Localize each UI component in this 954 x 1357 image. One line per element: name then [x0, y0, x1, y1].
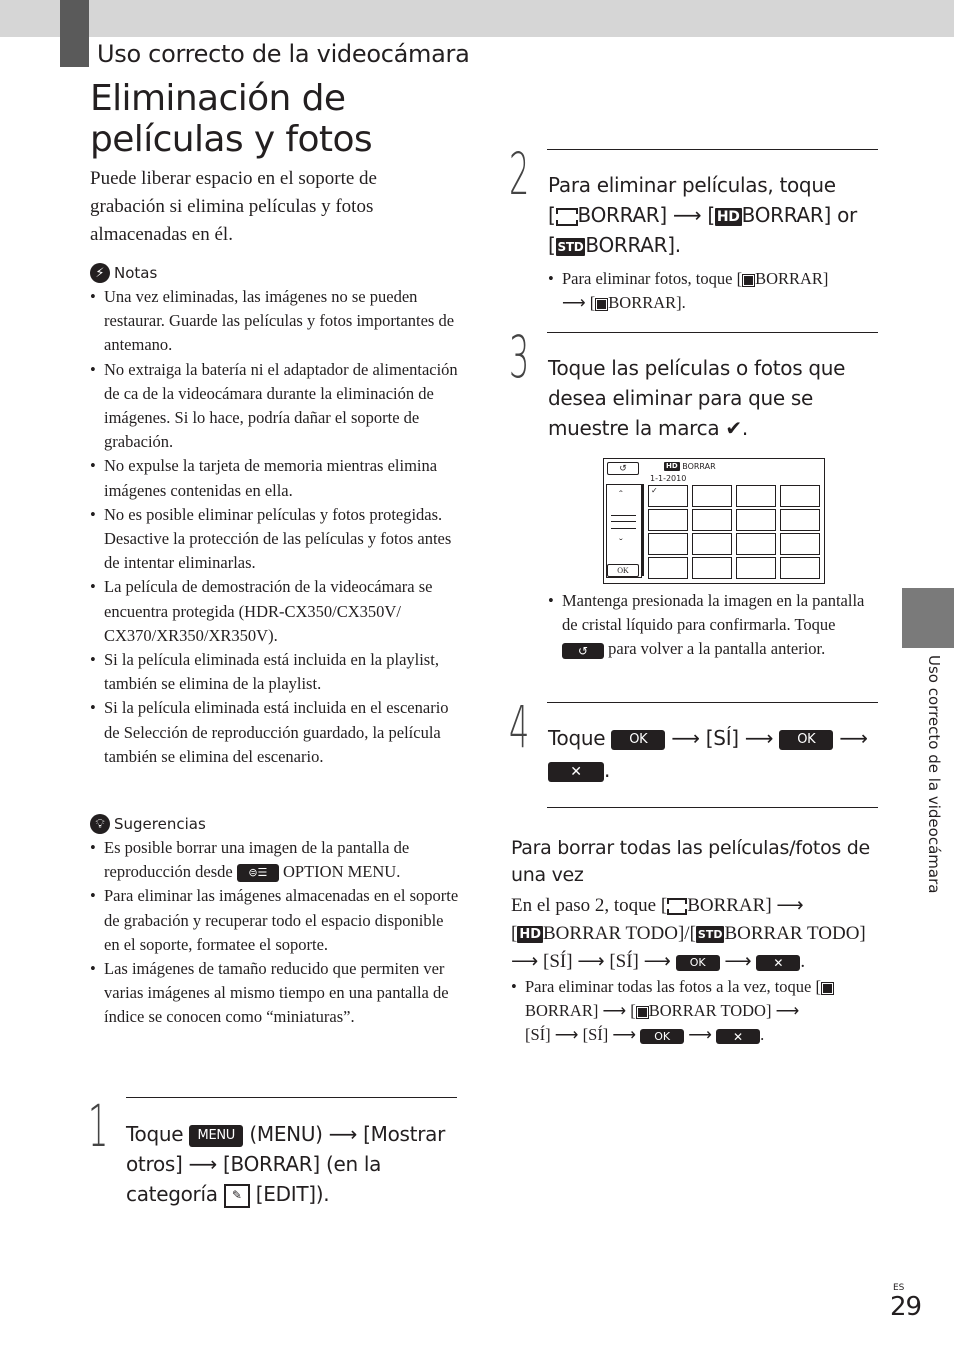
list-item: • Para eliminar todas las fotos a la vez, toque [BORRAR] ⟶ [ BORRAR TODO] ⟶ [SÍ] ⟶ [SÍ] ⟶ OK ⟶ ✕ . — [511, 975, 881, 1048]
step-3-sublist — [548, 589, 878, 662]
section-title: Uso correcto de la videocámara — [97, 40, 470, 68]
thumbnail-cell[interactable] — [780, 557, 820, 579]
hd-icon: HD — [716, 208, 740, 225]
tips-heading — [90, 814, 460, 834]
photo-icon — [636, 1006, 649, 1019]
page-number: 29 — [890, 1292, 922, 1322]
lightbulb-icon: 💡︎ — [90, 814, 110, 834]
close-icon: ✕ — [756, 955, 800, 971]
arrow-right-icon: ⟶ — [612, 1025, 637, 1045]
ok-button: OK — [676, 955, 720, 971]
delete-all-paragraph: En el paso 2, toque [ BORRAR] ⟶ [ HD BORRAR TODO]/[ STD BORRAR TODO] ⟶ [SÍ] ⟶ [SÍ] ⟶ OK ⟶ ✕ . — [511, 895, 866, 972]
step-number: 2 — [509, 140, 530, 208]
delete-all-heading: Para borrar todas las películas/fotos de una vez — [511, 837, 870, 886]
lcd-screen-illustration — [603, 458, 825, 584]
thumbnail-cell[interactable] — [736, 533, 776, 555]
thumbnail-cell[interactable] — [648, 557, 688, 579]
list-item: • Mantenga presionada la imagen en la pantalla de cristal líquido para confirmarla. Toque ↺ para volver a la pantalla anterior. — [548, 589, 878, 662]
list-item: • Una vez eliminadas, las imágenes no se pueden restaurar. Guarde las películas y fotos importantes de antemano. — [90, 285, 460, 358]
close-icon: ✕ — [716, 1029, 760, 1044]
divider — [547, 149, 878, 150]
close-icon: ✕ — [548, 762, 604, 782]
list-item: • Las imágenes de tamaño reducido que permiten ver varias imágenes al mismo tiempo en una pantalla de índice se conocen como “miniaturas”. — [90, 957, 460, 1030]
arrow-right-icon: ⟶ — [671, 726, 700, 750]
arrow-right-icon: ⟶ — [511, 951, 539, 972]
page-title-line-1: Eliminación de — [90, 78, 346, 119]
thumbnail-cell[interactable] — [736, 485, 776, 507]
photo-icon — [821, 982, 834, 995]
list-item: • Es posible borrar una imagen de la pantalla de reproducción desde ⊜☰ OPTION MENU. — [90, 836, 460, 884]
screen-title: HD BORRAR — [666, 462, 716, 471]
thumbnail-cell[interactable] — [648, 533, 688, 555]
arrow-right-icon: ⟶ — [602, 1001, 627, 1021]
thumbnail-cell[interactable] — [692, 557, 732, 579]
step-3-text: Toque las películas o fotos que desea eliminar para que se muestre la marca ✔. — [548, 356, 846, 440]
language-label: ES — [893, 1283, 905, 1293]
list-item: • La película de demostración de la videocámara se encuentra protegida (HDR-CX350/CX350V/ CX370/XR350/XR350V). — [90, 575, 460, 648]
back-icon: ↺ — [562, 643, 604, 659]
thumbnail-cell[interactable] — [692, 509, 732, 531]
menu-button: MENU — [189, 1125, 243, 1147]
page-title — [90, 78, 372, 160]
thumbnail-cell[interactable] — [736, 509, 776, 531]
photo-icon — [595, 298, 608, 311]
delete-all-sublist — [511, 975, 881, 1048]
thumbnail-cell[interactable] — [780, 509, 820, 531]
thumbnail-cell[interactable] — [780, 533, 820, 555]
hd-icon: HD — [519, 927, 541, 943]
warning-icon: ⚡ — [90, 263, 110, 283]
notes-heading — [90, 263, 460, 283]
scrollbar-handle[interactable] — [611, 515, 636, 529]
chevron-up-icon[interactable]: ˆ — [619, 489, 623, 501]
arrow-right-icon: ⟶ — [554, 1025, 579, 1045]
arrow-right-icon: ⟶ — [688, 1025, 712, 1045]
thumbnail-cell[interactable] — [648, 509, 688, 531]
divider — [126, 1097, 457, 1098]
step-4-text: Toque OK ⟶ [SÍ] ⟶ OK ⟶ ✕ . — [548, 726, 868, 782]
intro-paragraph: Puede liberar espacio en el soporte de grabación si elimina películas y fotos almacenadas en él. — [90, 168, 377, 245]
film-icon — [556, 208, 578, 226]
page-title-line-2: películas y fotos — [90, 119, 373, 160]
thumbnail-cell[interactable] — [692, 533, 732, 555]
back-button[interactable]: ↺ — [607, 462, 639, 475]
tips-heading-label: Sugerencias — [114, 815, 206, 833]
side-label: Uso correcto de la videocámara — [925, 655, 943, 894]
divider — [547, 807, 878, 808]
ok-button: OK — [611, 730, 665, 750]
edit-icon: ✎ — [224, 1184, 250, 1208]
notes-list — [90, 285, 460, 769]
header-marker — [60, 0, 89, 67]
std-icon: STD — [557, 239, 584, 254]
ok-button[interactable]: OK — [607, 564, 639, 577]
arrow-right-icon: ⟶ — [328, 1122, 358, 1146]
arrow-right-icon: ⟶ — [672, 203, 702, 227]
std-icon: STD — [697, 928, 723, 942]
scroll-panel — [606, 484, 642, 578]
arrow-right-icon: ⟶ — [724, 951, 752, 972]
ok-button: OK — [640, 1029, 684, 1044]
notes-section — [90, 263, 460, 769]
ok-button: OK — [779, 730, 833, 750]
screen-date: 1-1-2010 — [650, 474, 687, 483]
side-tab — [902, 588, 954, 648]
arrow-right-icon: ⟶ — [744, 726, 774, 750]
tips-list — [90, 836, 460, 1030]
step-1-text: Toque MENU (MENU) ⟶ [Mostrar otros] ⟶ [BORRAR] (en la categoría ✎ [EDIT]). — [126, 1122, 446, 1206]
arrow-right-icon: ⟶ — [643, 951, 671, 972]
film-icon — [667, 898, 687, 915]
list-item: • Para eliminar las imágenes almacenadas en el soporte de grabación y recuperar todo el espacio disponible en el soporte, formatee el soporte. — [90, 884, 460, 957]
arrow-right-icon: ⟶ — [775, 1001, 800, 1021]
arrow-right-icon: ⟶ — [562, 293, 586, 313]
option-menu-icon: ⊜☰ — [237, 864, 279, 882]
arrow-right-icon: ⟶ — [188, 1152, 217, 1176]
step-2-text: Para eliminar películas, toque [ BORRAR] ⟶ [ HD BORRAR] or [ STD BORRAR]. — [548, 173, 857, 257]
thumbnail-cell[interactable] — [692, 485, 732, 507]
thumbnail-cell[interactable] — [780, 485, 820, 507]
step-number: 1 — [88, 1092, 109, 1160]
photo-icon — [742, 274, 755, 287]
step-2-sublist — [548, 267, 878, 315]
notes-heading-label: Notas — [114, 264, 158, 282]
step-number: 3 — [509, 323, 530, 391]
list-item: • No expulse la tarjeta de memoria mientras elimina imágenes contenidas en ella. — [90, 454, 460, 502]
step-number: 4 — [509, 693, 530, 761]
tips-section — [90, 814, 460, 1030]
arrow-right-icon: ⟶ — [839, 726, 868, 750]
header-band — [0, 0, 954, 37]
list-item: • Si la película eliminada está incluida en el escenario de Selección de reproducción guardado, la película también se elimina del escenario. — [90, 696, 460, 769]
divider — [547, 702, 878, 703]
divider — [547, 332, 878, 333]
list-item: • Para eliminar fotos, toque [ BORRAR] ⟶ [ BORRAR]. — [548, 267, 878, 315]
list-item: • Si la película eliminada está incluida en la playlist, también se elimina de la playlist. — [90, 648, 460, 696]
arrow-right-icon: ⟶ — [776, 895, 804, 916]
thumbnail-grid — [648, 485, 824, 581]
arrow-right-icon: ⟶ — [577, 951, 605, 972]
chevron-down-icon[interactable]: ˇ — [619, 537, 623, 549]
list-item: • No es posible eliminar películas y fotos protegidas. Desactive la protección de las películas y fotos antes de intentar eliminarlas. — [90, 503, 460, 576]
list-item: • No extraiga la batería ni el adaptador de alimentación de ca de la videocámara durante la eliminación de imágenes. Si lo hace, podría dañar el soporte de grabación. — [90, 358, 460, 455]
check-icon: ✓ — [651, 486, 658, 495]
thumbnail-cell[interactable] — [736, 557, 776, 579]
